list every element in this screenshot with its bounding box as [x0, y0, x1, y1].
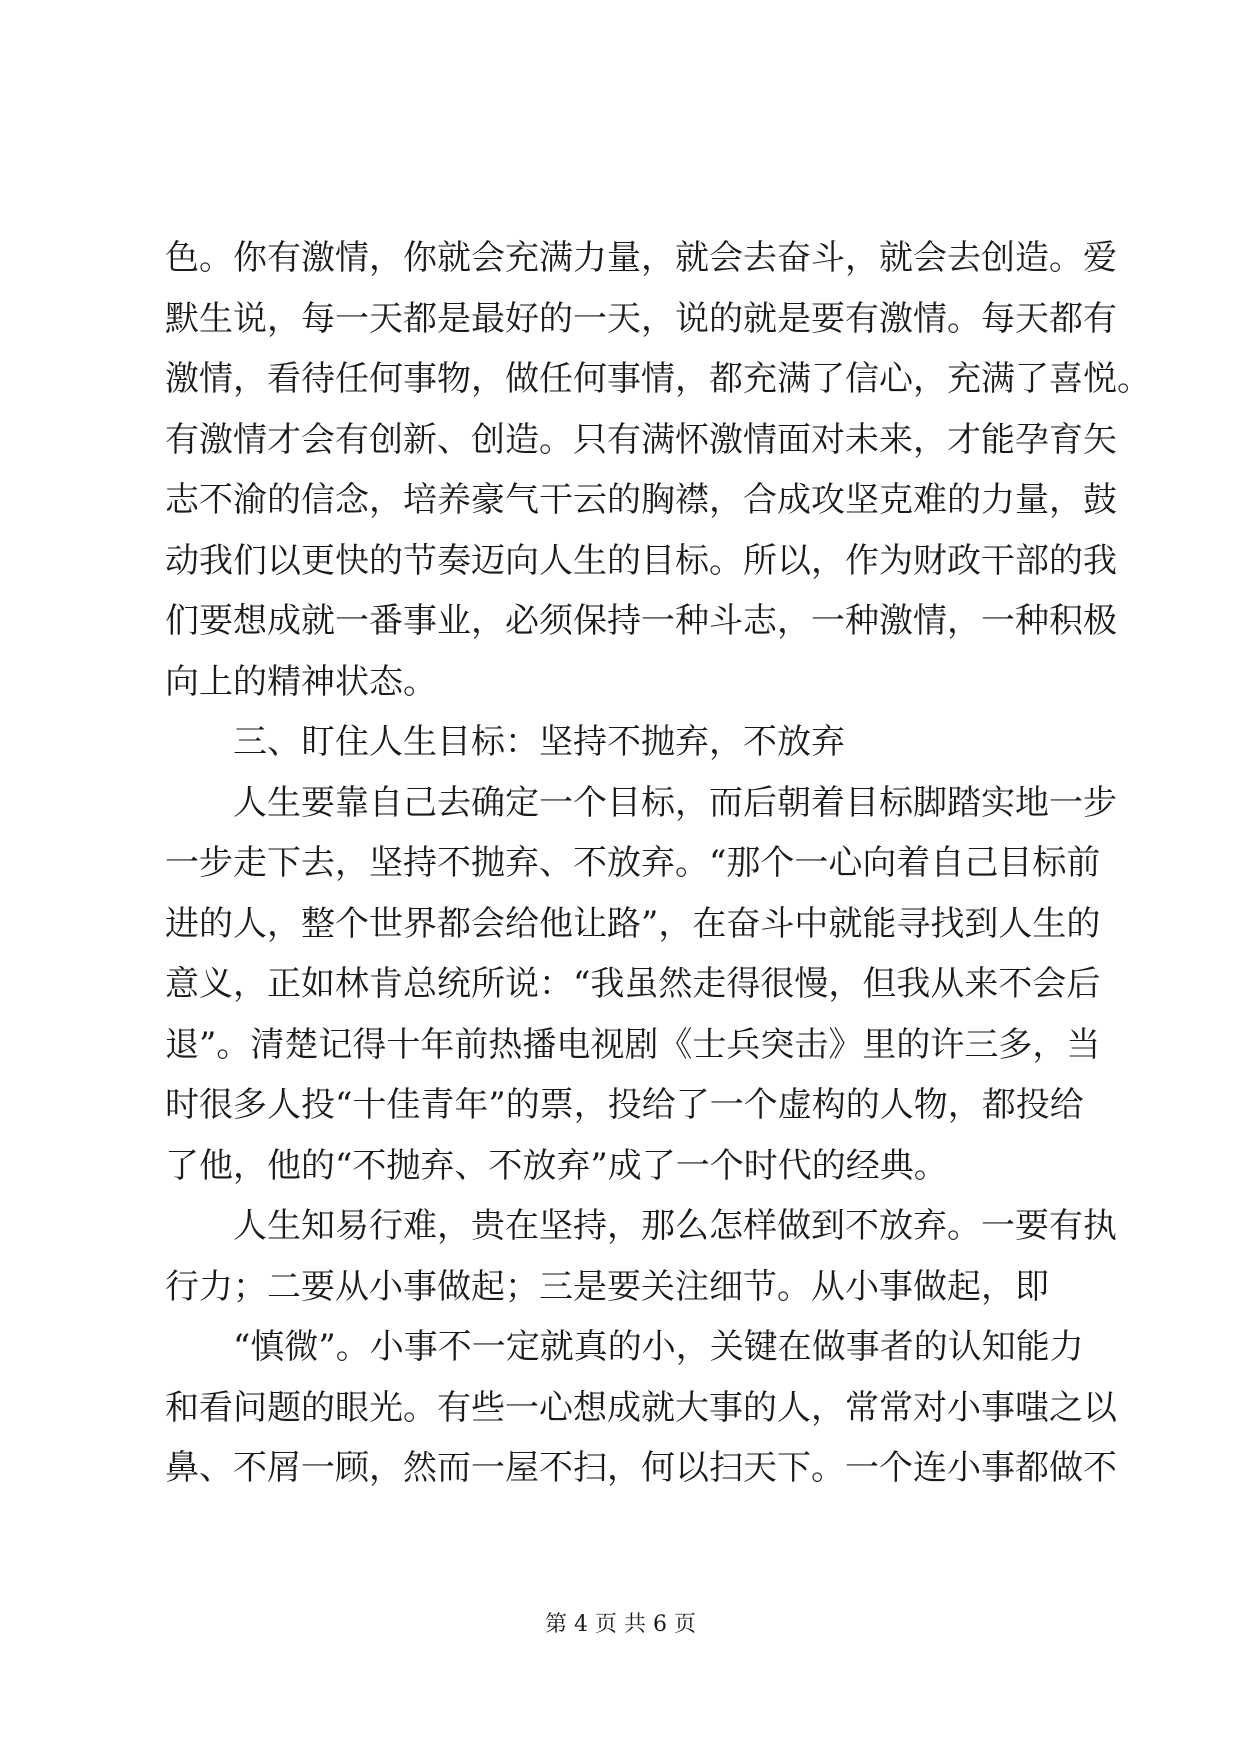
text-line: 激情，看待任何事物，做任何事情，都充满了信心，充满了喜悦。 [165, 359, 1151, 399]
body-text [165, 228, 1151, 1499]
text-line: 志不渝的信念，培养豪气干云的胸襟，合成攻坚克难的力量，鼓 [165, 480, 1117, 520]
text-line: 和看问题的眼光。有些一心想成就大事的人，常常对小事嗤之以 [165, 1387, 1117, 1428]
text-line: 动我们以更快的节奏迈向人生的目标。所以，作为财政干部的我 [165, 540, 1117, 581]
text-line: 行力；二要从小事做起；三是要关注细节。从小事做起，即 [165, 1266, 1049, 1307]
text-line: 有激情才会有创新、创造。只有满怀激情面对未来，才能孕育矢 [165, 419, 1117, 460]
text-line: 向上的精神状态。 [165, 661, 437, 702]
text-line: 人生要靠自己去确定一个目标，而后朝着目标脚踏实地一步 [233, 782, 1117, 823]
text-line: 意义，正如林肯总统所说：“我虽然走得很慢，但我从来不会后 [165, 964, 1101, 1004]
text-line: “慎微”。小事不一定就真的小，关键在做事者的认知能力 [233, 1327, 1084, 1367]
text-line: 们要想成就一番事业，必须保持一种斗志，一种激情，一种积极 [165, 601, 1117, 641]
text-line: 人生知易行难，贵在坚持，那么怎样做到不放弃。一要有执 [233, 1206, 1117, 1246]
text-line: 鼻、不屑一顾，然而一屋不扫，何以扫天下。一个连小事都做不 [165, 1448, 1117, 1488]
text-line: 了他，他的“不抛弃、不放弃”成了一个时代的经典。 [165, 1145, 948, 1186]
text-line: 退”。清楚记得十年前热播电视剧《士兵突击》里的许三多，当 [165, 1024, 1101, 1065]
text-line: 默生说，每一天都是最好的一天，说的就是要有激情。每天都有 [165, 298, 1117, 339]
page-footer: 第 4 页 共 6 页 [545, 1612, 696, 1637]
text-line: 一步走下去，坚持不抛弃、不放弃。“那个一心向着自己目标前 [165, 843, 1101, 883]
text-line: 三、盯住人生目标：坚持不抛弃，不放弃 [233, 722, 845, 762]
text-line: 时很多人投“十佳青年”的票，投给了一个虚构的人物，都投给 [165, 1085, 1084, 1125]
text-line: 色。你有激情，你就会充满力量，就会去奋斗，就会去创造。爱 [165, 238, 1117, 278]
text-line: 进的人，整个世界都会给他让路”，在奋斗中就能寻找到人生的 [165, 903, 1101, 944]
